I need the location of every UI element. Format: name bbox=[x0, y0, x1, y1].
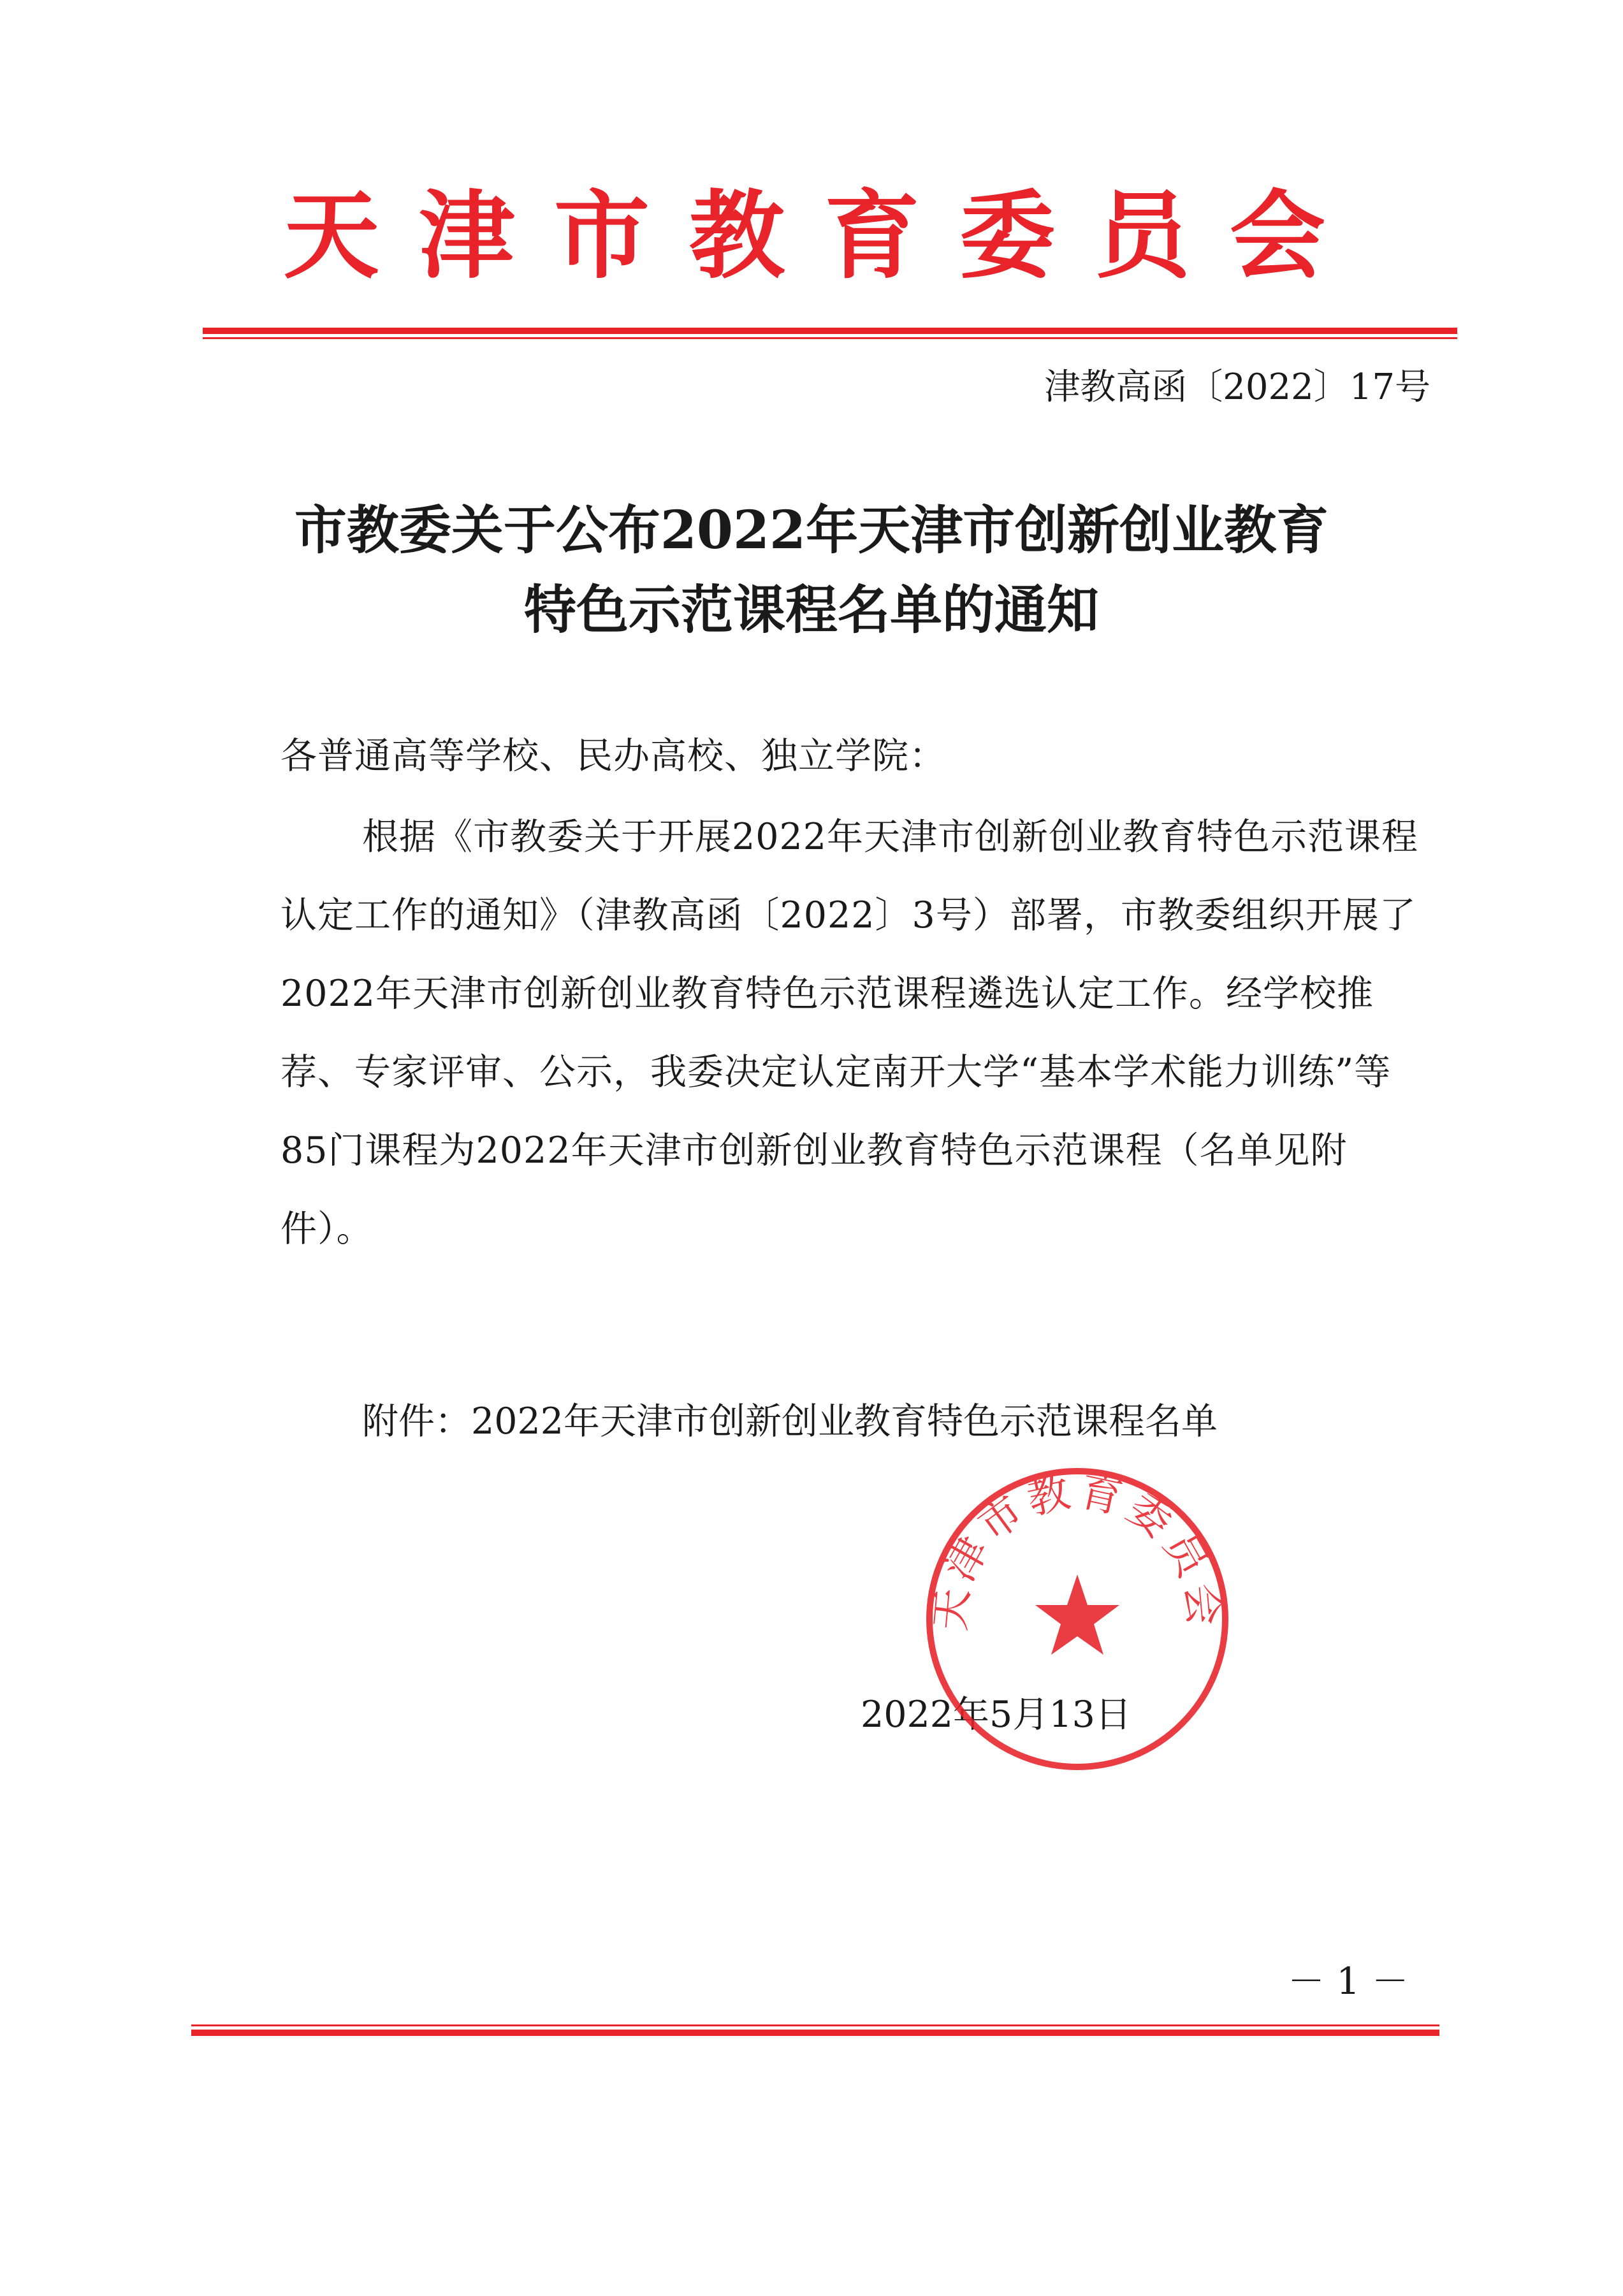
salutation: 各普通高等学校、民办高校、独立学院： bbox=[280, 735, 946, 777]
letterhead-red-rule bbox=[203, 328, 1457, 339]
document-number: 津教高函〔2022〕17号 bbox=[1044, 367, 1430, 408]
footer-rule-thick bbox=[191, 2030, 1439, 2036]
red-rule-thin bbox=[203, 337, 1457, 339]
official-seal-stamp bbox=[918, 1460, 1237, 1778]
letterhead-title: 天津市教育委员会 bbox=[283, 180, 1365, 292]
document-title bbox=[0, 491, 1623, 650]
footer-red-rule bbox=[191, 2024, 1439, 2036]
document-title-line-1: 市教委关于公布2022年天津市创新创业教育 bbox=[294, 500, 1329, 561]
red-rule-thick bbox=[203, 328, 1457, 334]
seal-lettering: 天津市教育委员会 bbox=[925, 1466, 1230, 1633]
footer-rule-thin bbox=[191, 2024, 1439, 2026]
document-title-line-2: 特色示范课程名单的通知 bbox=[523, 579, 1099, 641]
seal-star-icon bbox=[1035, 1574, 1119, 1655]
attachment-line: 附件：2022年天津市创新创业教育特色示范课程名单 bbox=[362, 1400, 1218, 1442]
body-paragraph: 根据《市教委关于开展2022年天津市创新创业教育特色示范课程认定工作的通知》（津教高函〔2022〕3号）部署，市教委组织开展了2022年天津市创新创业教育特色示范课程遴选认定工作。经学校推荐、专家评审、公示，我委决定认定南开大学“基本学术能力训练”等85门课程为2022年天津市创新创业教育特色示范课程（名单见附件）。 bbox=[280, 816, 1419, 1250]
issue-date: 2022年5月13日 bbox=[861, 1694, 1132, 1736]
page-number: － 1 － bbox=[1288, 1959, 1409, 2003]
